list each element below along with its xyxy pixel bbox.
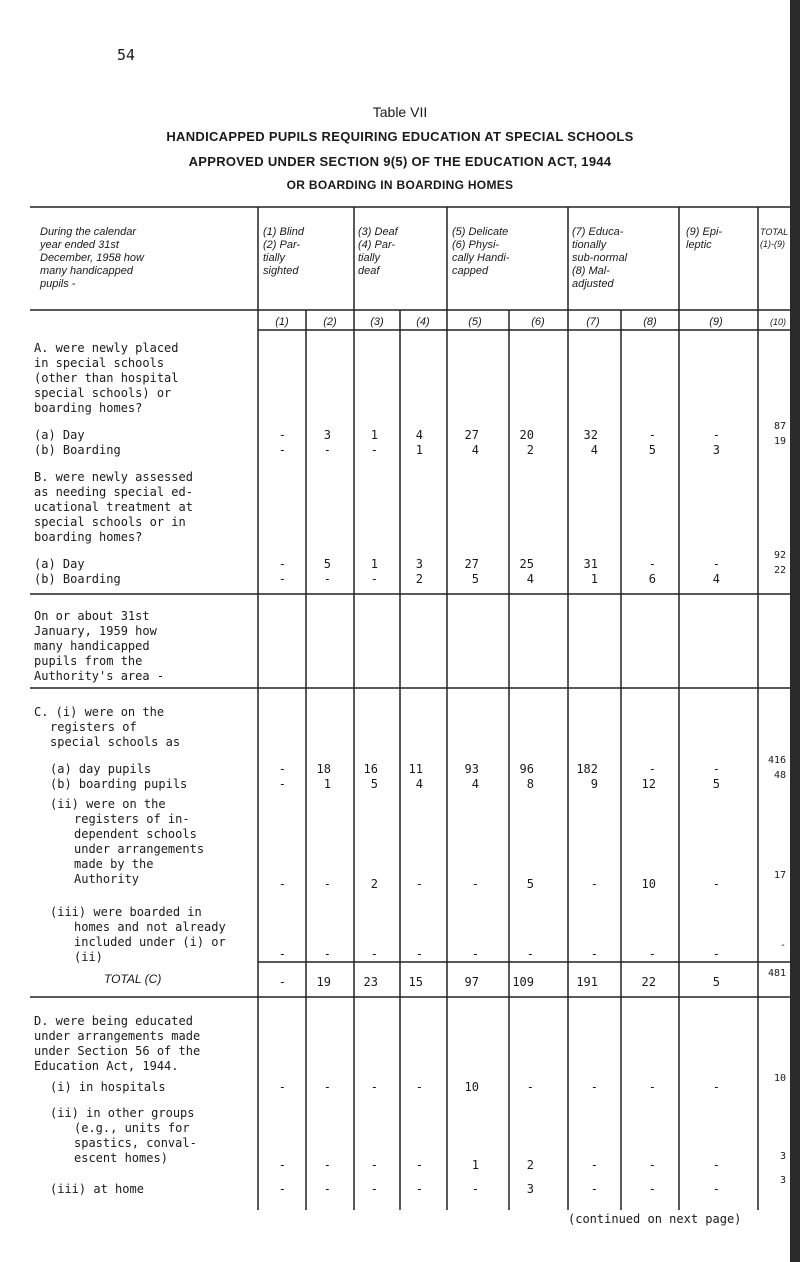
row-c-iii-col-2: - (323, 947, 331, 961)
colnum-3: (3) (370, 316, 384, 328)
row-b-boarding-col-8: 6 (648, 572, 656, 586)
row-d-iii-col-7: - (590, 1182, 598, 1196)
row-c-iii-col-10: - (779, 940, 786, 951)
colnum-5: (5) (468, 316, 482, 328)
row-a-boarding-col-7: 4 (590, 443, 598, 457)
row-d-ii-col-2: - (323, 1158, 331, 1172)
row-c-day-col-5: 93 (464, 762, 479, 776)
row-b-boarding-col-7: 1 (590, 572, 598, 586)
row-c-ii-col-1: - (278, 877, 286, 891)
row-c-boarding-col-6: 8 (526, 777, 534, 791)
row-d-iii-col-10: 3 (779, 1175, 786, 1186)
section-c-boarding-label: (b) boarding pupils (50, 777, 188, 791)
row-total-c-col-9: 5 (712, 975, 720, 989)
row-d-i-col-8: - (648, 1080, 656, 1094)
row-d-iii-col-3: - (370, 1182, 378, 1196)
section-a-label: A. were newly placed in special schools (other than hospital special schools) or boarding homes? (34, 341, 179, 415)
row-c-iii-col-4: - (415, 947, 423, 961)
row-d-ii-col-1: - (278, 1158, 286, 1172)
colnum-8: (8) (643, 316, 657, 328)
section-c-day-label: (a) day pupils (50, 762, 152, 776)
row-c-day-col-3: 16 (363, 762, 378, 776)
colnum-1: (1) (275, 316, 289, 328)
row-c-iii-col-8: - (648, 947, 656, 961)
row-d-iii-col-1: - (278, 1182, 286, 1196)
row-b-boarding-col-3: - (370, 572, 378, 586)
section-c-i-label: C. (i) were on the registers of special schools as (34, 705, 181, 749)
row-d-i-col-1: - (278, 1080, 286, 1094)
row-c-day-col-7: 182 (576, 762, 598, 776)
header-group-delicate: (5) Delicate (6) Physi- cally Handi- capped (452, 226, 510, 277)
row-c-boarding-col-1: - (278, 777, 286, 791)
row-d-i-col-9: - (712, 1080, 720, 1094)
row-d-ii-col-7: - (590, 1158, 598, 1172)
row-c-ii-col-10: 17 (773, 870, 786, 881)
row-c-ii-col-9: - (712, 877, 720, 891)
row-a-day-col-2: 3 (323, 428, 331, 442)
row-c-boarding-col-9: 5 (712, 777, 720, 791)
header-group-total: TOTAL (1)-(9) (760, 227, 789, 249)
section-c-ii-label: (ii) were on the registers of in- dependent schools under arrangements made by the Authority (50, 797, 205, 886)
row-a-day-col-1: - (278, 428, 286, 442)
row-b-boarding-col-2: - (323, 572, 331, 586)
row-d-i-col-5: 10 (464, 1080, 479, 1094)
row-a-boarding-col-10: 19 (773, 436, 786, 447)
row-b-day-col-10: 92 (773, 550, 786, 561)
row-a-boarding-col-1: - (278, 443, 286, 457)
row-d-ii-col-9: - (712, 1158, 720, 1172)
row-a-boarding-col-8: 5 (648, 443, 656, 457)
row-c-ii-col-2: - (323, 877, 331, 891)
row-b-day-col-4: 3 (415, 557, 423, 571)
page-number: 54 (117, 46, 136, 64)
row-a-day-col-6: 20 (519, 428, 534, 442)
row-total-c-col-10: 481 (767, 968, 786, 979)
row-c-iii-col-6: - (526, 947, 534, 961)
row-c-boarding-col-8: 12 (641, 777, 656, 791)
colnum-9: (9) (709, 316, 723, 328)
table-title-line-3: OR BOARDING IN BOARDING HOMES (286, 178, 514, 192)
section-b-label: B. were newly assessed as needing special ed- ucational treatment at special schools or in boarding homes? (34, 470, 193, 544)
row-b-boarding-col-4: 2 (415, 572, 423, 586)
section-d-ii-label: (ii) in other groups (e.g., units for spastics, conval- escent homes) (50, 1106, 197, 1165)
row-c-boarding-col-2: 1 (323, 777, 331, 791)
row-c-day-col-6: 96 (519, 762, 534, 776)
row-total-c-col-1: - (278, 975, 286, 989)
colnum-10: (10) (769, 317, 786, 327)
row-b-day-col-1: - (278, 557, 286, 571)
row-c-ii-col-8: 10 (641, 877, 656, 891)
row-b-day-col-2: 5 (323, 557, 331, 571)
row-total-c-col-5: 97 (464, 975, 479, 989)
row-c-boarding-col-7: 9 (590, 777, 598, 791)
row-b-day-col-7: 31 (583, 557, 598, 571)
colnum-7: (7) (586, 316, 600, 328)
row-d-ii-col-10: 3 (779, 1151, 786, 1162)
row-a-day-col-8: - (648, 428, 656, 442)
colnum-2: (2) (323, 316, 337, 328)
row-d-iii-col-8: - (648, 1182, 656, 1196)
colnum-4: (4) (416, 316, 430, 328)
row-d-iii-col-5: - (471, 1182, 479, 1196)
row-c-day-col-9: - (712, 762, 720, 776)
row-c-boarding-col-10: 48 (773, 770, 786, 781)
row-a-boarding-col-9: 3 (712, 443, 720, 457)
header-group-blind: (1) Blind (2) Par- tially sighted (263, 226, 304, 277)
row-d-i-col-3: - (370, 1080, 378, 1094)
row-total-c-col-2: 19 (316, 975, 331, 989)
row-c-boarding-col-3: 5 (370, 777, 378, 791)
table-title-line-1: HANDICAPPED PUPILS REQUIRING EDUCATION AT SPECIAL SCHOOLS (166, 129, 634, 144)
row-a-boarding-col-2: - (323, 443, 331, 457)
scan-edge (790, 0, 800, 1262)
row-c-day-col-2: 18 (316, 762, 331, 776)
row-b-day-col-5: 27 (464, 557, 479, 571)
row-b-boarding-col-5: 5 (471, 572, 479, 586)
row-b-boarding-col-10: 22 (773, 565, 786, 576)
row-d-i-col-7: - (590, 1080, 598, 1094)
row-d-iii-col-2: - (323, 1182, 331, 1196)
row-total-c-col-4: 15 (408, 975, 423, 989)
row-a-day-col-7: 32 (583, 428, 598, 442)
row-total-c-col-6: 109 (512, 975, 534, 989)
row-a-day-col-4: 4 (415, 428, 423, 442)
row-c-boarding-col-4: 4 (415, 777, 423, 791)
row-b-boarding-col-1: - (278, 572, 286, 586)
row-d-iii-col-9: - (712, 1182, 720, 1196)
row-total-c-col-3: 23 (363, 975, 378, 989)
row-c-iii-col-3: - (370, 947, 378, 961)
row-c-ii-col-5: - (471, 877, 479, 891)
row-b-boarding-col-6: 4 (526, 572, 534, 586)
header-group-deaf: (3) Deaf (4) Par- tially deaf (358, 226, 398, 277)
row-b-day-col-9: - (712, 557, 720, 571)
section-d-i-label: (i) in hospitals (50, 1080, 166, 1094)
row-c-boarding-col-5: 4 (471, 777, 479, 791)
section-b-row-day-label: (a) Day (34, 557, 85, 571)
row-a-day-col-5: 27 (464, 428, 479, 442)
census-label: On or about 31st January, 1959 how many handicapped pupils from the Authority's area - (34, 609, 165, 683)
row-d-ii-col-6: 2 (526, 1158, 534, 1172)
row-total-c-col-7: 191 (576, 975, 598, 989)
row-total-c-col-8: 22 (641, 975, 656, 989)
row-b-day-col-8: - (648, 557, 656, 571)
table-title-line-2: APPROVED UNDER SECTION 9(5) OF THE EDUCATION ACT, 1944 (188, 154, 612, 169)
header-question: During the calendar year ended 31st December, 1958 how many handicapped pupils - (40, 226, 144, 290)
row-c-day-col-10: 416 (767, 755, 786, 766)
section-b-row-boarding-label: (b) Boarding (34, 572, 121, 586)
row-b-boarding-col-9: 4 (712, 572, 720, 586)
section-a-row-day-label: (a) Day (34, 428, 85, 442)
row-a-day-col-10: 87 (773, 421, 786, 432)
row-b-day-col-6: 25 (519, 557, 534, 571)
row-d-ii-col-3: - (370, 1158, 378, 1172)
row-d-ii-col-4: - (415, 1158, 423, 1172)
total-c-label: TOTAL (C) (104, 972, 162, 986)
row-a-boarding-col-3: - (370, 443, 378, 457)
continued-note: (continued on next page) (568, 1212, 742, 1226)
section-a-row-boarding-label: (b) Boarding (34, 443, 121, 457)
row-a-boarding-col-6: 2 (526, 443, 534, 457)
header-group-epileptic: (9) Epi- leptic (686, 226, 723, 251)
row-d-iii-col-6: 3 (526, 1182, 534, 1196)
row-a-boarding-col-5: 4 (471, 443, 479, 457)
row-c-ii-col-7: - (590, 877, 598, 891)
row-c-iii-col-1: - (278, 947, 286, 961)
header-group-esn: (7) Educa- tionally sub-normal (8) Mal- adjusted (572, 226, 628, 290)
row-d-iii-col-4: - (415, 1182, 423, 1196)
section-d-label: D. were being educated under arrangements made under Section 56 of the Education Act, 1944. (34, 1014, 201, 1073)
row-d-ii-col-5: 1 (471, 1158, 479, 1172)
row-b-day-col-3: 1 (370, 557, 378, 571)
table-label: Table VII (372, 104, 428, 120)
row-c-day-col-8: - (648, 762, 656, 776)
row-d-i-col-10: 10 (773, 1073, 786, 1084)
row-c-day-col-1: - (278, 762, 286, 776)
row-d-i-col-2: - (323, 1080, 331, 1094)
row-c-day-col-4: 11 (408, 762, 423, 776)
row-c-ii-col-3: 2 (370, 877, 378, 891)
row-c-ii-col-4: - (415, 877, 423, 891)
colnum-6: (6) (531, 316, 545, 328)
row-a-day-col-3: 1 (370, 428, 378, 442)
row-d-i-col-4: - (415, 1080, 423, 1094)
row-d-ii-col-8: - (648, 1158, 656, 1172)
row-c-iii-col-7: - (590, 947, 598, 961)
section-c-iii-label: (iii) were boarded in homes and not already included under (i) or (ii) (50, 905, 226, 964)
row-c-iii-col-9: - (712, 947, 720, 961)
row-c-ii-col-6: 5 (526, 877, 534, 891)
section-d-iii-label: (iii) at home (50, 1182, 144, 1196)
row-c-iii-col-5: - (471, 947, 479, 961)
row-a-boarding-col-4: 1 (415, 443, 423, 457)
row-d-i-col-6: - (526, 1080, 534, 1094)
row-a-day-col-9: - (712, 428, 720, 442)
